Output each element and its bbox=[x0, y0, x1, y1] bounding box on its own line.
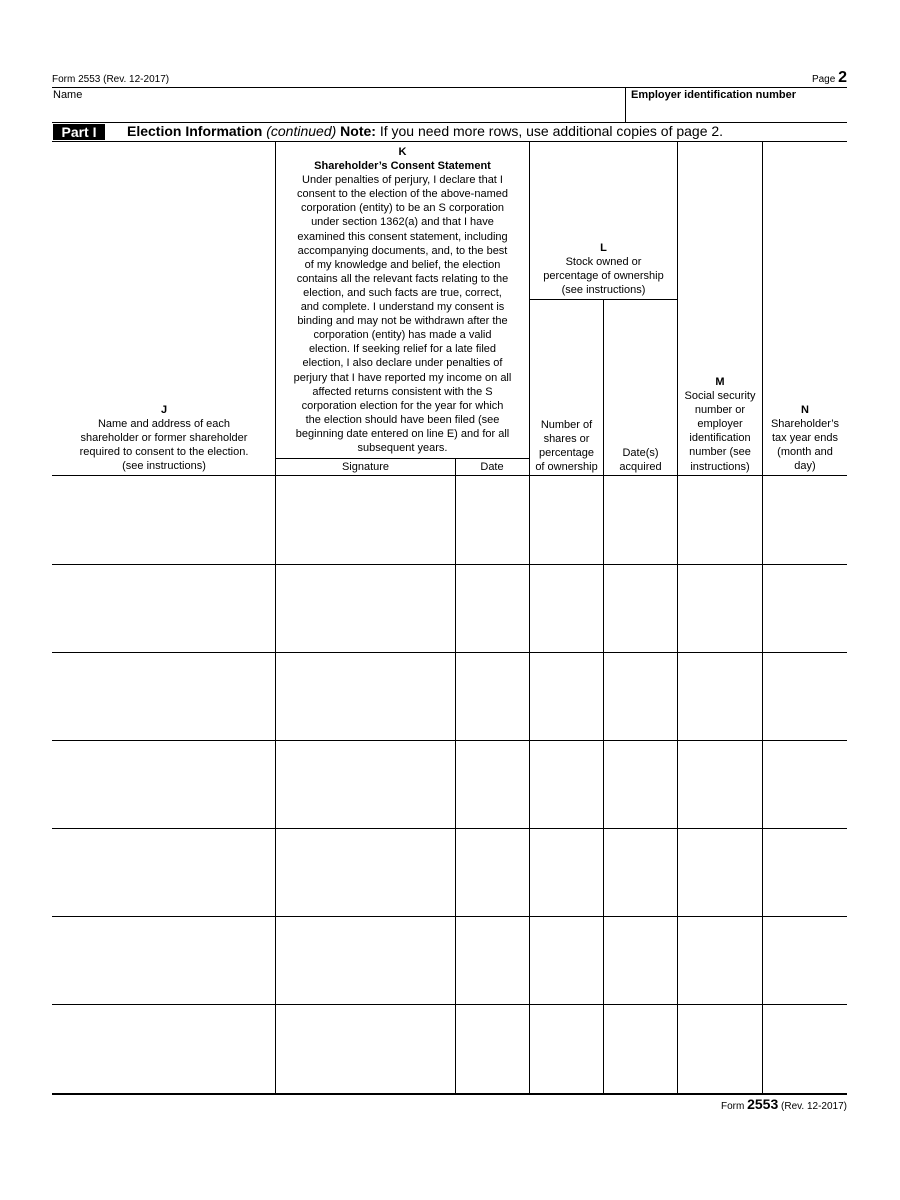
shares-cell[interactable] bbox=[530, 476, 602, 563]
shareholder-name-cell[interactable] bbox=[53, 741, 274, 828]
shares-line: shares or bbox=[543, 433, 590, 446]
consent-statement-title: Shareholder’s Consent Statement bbox=[314, 160, 491, 173]
tax-year-end-cell[interactable] bbox=[763, 565, 846, 652]
ssn-ein-cell[interactable] bbox=[678, 829, 761, 916]
name-field[interactable] bbox=[53, 104, 621, 121]
column-m-line: employer bbox=[697, 418, 743, 431]
table-bottom-rule bbox=[52, 1093, 847, 1095]
shareholder-name-cell[interactable] bbox=[53, 1005, 274, 1092]
shareholder-name-cell[interactable] bbox=[53, 476, 274, 563]
shareholder-name-cell[interactable] bbox=[53, 917, 274, 1004]
consent-line: corporation election for the year for which bbox=[301, 399, 504, 412]
column-m-letter: M bbox=[715, 376, 725, 388]
ein-field[interactable] bbox=[630, 104, 845, 121]
tax-year-end-cell[interactable] bbox=[763, 476, 846, 563]
dates-line: acquired bbox=[619, 461, 662, 474]
column-n-letter: N bbox=[801, 404, 809, 416]
note-label: Note: bbox=[340, 123, 376, 139]
dates-line: Date(s) bbox=[622, 447, 659, 459]
ssn-ein-cell[interactable] bbox=[678, 917, 761, 1004]
consent-line: Under penalties of perjury, I declare that I bbox=[302, 174, 503, 187]
column-m-line: identification bbox=[689, 432, 751, 445]
footer-form-number: 2553 bbox=[747, 1096, 779, 1112]
column-l-line: Stock owned or bbox=[565, 256, 642, 269]
consent-line: perjury that I have reported my income on all bbox=[293, 371, 512, 384]
column-j-header bbox=[54, 403, 274, 473]
dates-acquired-cell[interactable] bbox=[604, 1005, 676, 1092]
tax-year-end-cell[interactable] bbox=[763, 917, 846, 1004]
part-title bbox=[127, 123, 723, 139]
date-cell[interactable] bbox=[456, 741, 528, 828]
column-n-line: tax year ends bbox=[771, 432, 839, 445]
name-label: Name bbox=[53, 89, 83, 101]
consent-line: and complete. I understand my consent is bbox=[300, 301, 505, 314]
consent-line: beginning date entered on line E) and for all bbox=[295, 427, 510, 440]
tax-year-end-cell[interactable] bbox=[763, 829, 846, 916]
column-m-line: Social security bbox=[684, 390, 756, 403]
consent-line: election, I also declare under penalties of bbox=[302, 357, 503, 370]
column-j-line: required to consent to the election. bbox=[79, 446, 249, 459]
column-j-line: shareholder or former shareholder bbox=[80, 432, 248, 445]
consent-line: of my knowledge and belief, the election bbox=[304, 258, 501, 271]
page-indicator bbox=[812, 69, 847, 87]
date-cell[interactable] bbox=[456, 829, 528, 916]
dates-acquired-cell[interactable] bbox=[604, 917, 676, 1004]
shares-cell[interactable] bbox=[530, 741, 602, 828]
shares-line: Number of bbox=[540, 419, 593, 431]
signature-cell[interactable] bbox=[276, 653, 454, 740]
k-subheader-divider bbox=[455, 458, 456, 476]
ssn-ein-cell[interactable] bbox=[678, 1005, 761, 1092]
signature-cell[interactable] bbox=[276, 1005, 454, 1092]
shares-header bbox=[530, 418, 603, 474]
dates-acquired-cell[interactable] bbox=[604, 829, 676, 916]
consent-line: the election should have been filed (see bbox=[305, 413, 500, 426]
column-n-line: day) bbox=[794, 460, 816, 473]
column-n-line: Shareholder’s bbox=[770, 418, 840, 431]
note-text: If you need more rows, use additional copies of page 2. bbox=[379, 123, 724, 139]
ssn-ein-cell[interactable] bbox=[678, 741, 761, 828]
ein-label: Employer identification number bbox=[631, 89, 797, 101]
column-j-line: Name and address of each bbox=[97, 418, 231, 431]
shareholder-name-cell[interactable] bbox=[53, 565, 274, 652]
shares-cell[interactable] bbox=[530, 1005, 602, 1092]
consent-line: subsequent years. bbox=[357, 441, 448, 454]
shares-cell[interactable] bbox=[530, 565, 602, 652]
tax-year-end-cell[interactable] bbox=[763, 1005, 846, 1092]
part-title-bold: Election Information bbox=[127, 123, 263, 139]
dates-acquired-header bbox=[604, 446, 677, 474]
page-label: Page bbox=[811, 74, 836, 85]
shares-cell[interactable] bbox=[530, 917, 602, 1004]
shares-line: percentage bbox=[538, 447, 595, 460]
consent-line: binding and may not be withdrawn after the bbox=[297, 315, 508, 328]
column-k-header bbox=[277, 145, 528, 455]
consent-line: election. If seeking relief for a late filed bbox=[308, 343, 497, 356]
page-header bbox=[52, 69, 847, 88]
page-footer bbox=[721, 1096, 847, 1112]
consent-line: consent to the election of the above-named bbox=[297, 188, 508, 201]
l-subheader-divider bbox=[603, 299, 604, 476]
column-n-line: (month and bbox=[777, 446, 833, 459]
date-cell[interactable] bbox=[456, 565, 528, 652]
column-m-line: number or bbox=[694, 404, 746, 417]
ssn-ein-cell[interactable] bbox=[678, 476, 761, 563]
consent-line: affected returns consistent with the S bbox=[312, 385, 493, 398]
date-cell[interactable] bbox=[456, 653, 528, 740]
k-subheader-rule bbox=[275, 458, 529, 459]
footer-form-word: Form bbox=[720, 1101, 745, 1112]
signature-cell[interactable] bbox=[276, 565, 454, 652]
footer-revision: (Rev. 12-2017) bbox=[781, 1101, 847, 1112]
column-j-line: (see instructions) bbox=[122, 460, 206, 473]
date-header: Date bbox=[480, 461, 504, 473]
column-m-line: number (see bbox=[689, 446, 751, 459]
ssn-ein-cell[interactable] bbox=[678, 565, 761, 652]
signature-cell[interactable] bbox=[276, 476, 454, 563]
consent-line: examined this consent statement, including bbox=[297, 230, 508, 243]
form-revision-label: Form 2553 (Rev. 12-2017) bbox=[52, 74, 170, 85]
dates-acquired-cell[interactable] bbox=[604, 653, 676, 740]
column-l-line: percentage of ownership bbox=[543, 270, 664, 283]
part-header-rule bbox=[52, 141, 847, 142]
column-j-letter: J bbox=[160, 404, 168, 416]
part-title-continued: (continued) bbox=[266, 123, 337, 139]
shares-cell[interactable] bbox=[530, 653, 602, 740]
dates-acquired-cell[interactable] bbox=[604, 741, 676, 828]
tax-year-end-cell[interactable] bbox=[763, 741, 846, 828]
date-cell[interactable] bbox=[456, 476, 528, 563]
column-m-header bbox=[678, 375, 762, 474]
tax-year-end-cell[interactable] bbox=[763, 653, 846, 740]
ssn-ein-cell[interactable] bbox=[678, 653, 761, 740]
column-l-letter: L bbox=[600, 242, 607, 254]
consent-line: corporation (entity) to be an S corporation bbox=[300, 202, 504, 215]
signature-cell[interactable] bbox=[276, 917, 454, 1004]
date-cell[interactable] bbox=[456, 1005, 528, 1092]
signature-cell[interactable] bbox=[276, 741, 454, 828]
shares-line: of ownership bbox=[535, 461, 598, 474]
shareholder-name-cell[interactable] bbox=[53, 653, 274, 740]
consent-line: election, and such facts are true, correct, bbox=[303, 286, 502, 299]
signature-header: Signature bbox=[341, 461, 390, 473]
part-badge: Part I bbox=[53, 124, 105, 140]
shares-cell[interactable] bbox=[530, 829, 602, 916]
dates-acquired-cell[interactable] bbox=[604, 476, 676, 563]
consent-line: contains all the relevant facts relating to the bbox=[296, 272, 509, 285]
column-m-line: instructions) bbox=[690, 460, 750, 473]
page-number: 2 bbox=[838, 69, 847, 86]
column-l-header bbox=[531, 241, 676, 297]
date-cell[interactable] bbox=[456, 917, 528, 1004]
consent-line: corporation (entity) has made a valid bbox=[313, 329, 492, 342]
dates-acquired-cell[interactable] bbox=[604, 565, 676, 652]
header-rule bbox=[52, 87, 847, 88]
column-l-line: (see instructions) bbox=[561, 284, 646, 297]
name-ein-divider bbox=[625, 88, 626, 122]
consent-line: accompanying documents, and, to the best bbox=[297, 244, 508, 257]
column-n-header bbox=[763, 403, 847, 473]
consent-line: under section 1362(a) and that I have bbox=[311, 216, 494, 229]
column-k-letter: K bbox=[398, 146, 407, 158]
signature-cell[interactable] bbox=[276, 829, 454, 916]
shareholder-name-cell[interactable] bbox=[53, 829, 274, 916]
